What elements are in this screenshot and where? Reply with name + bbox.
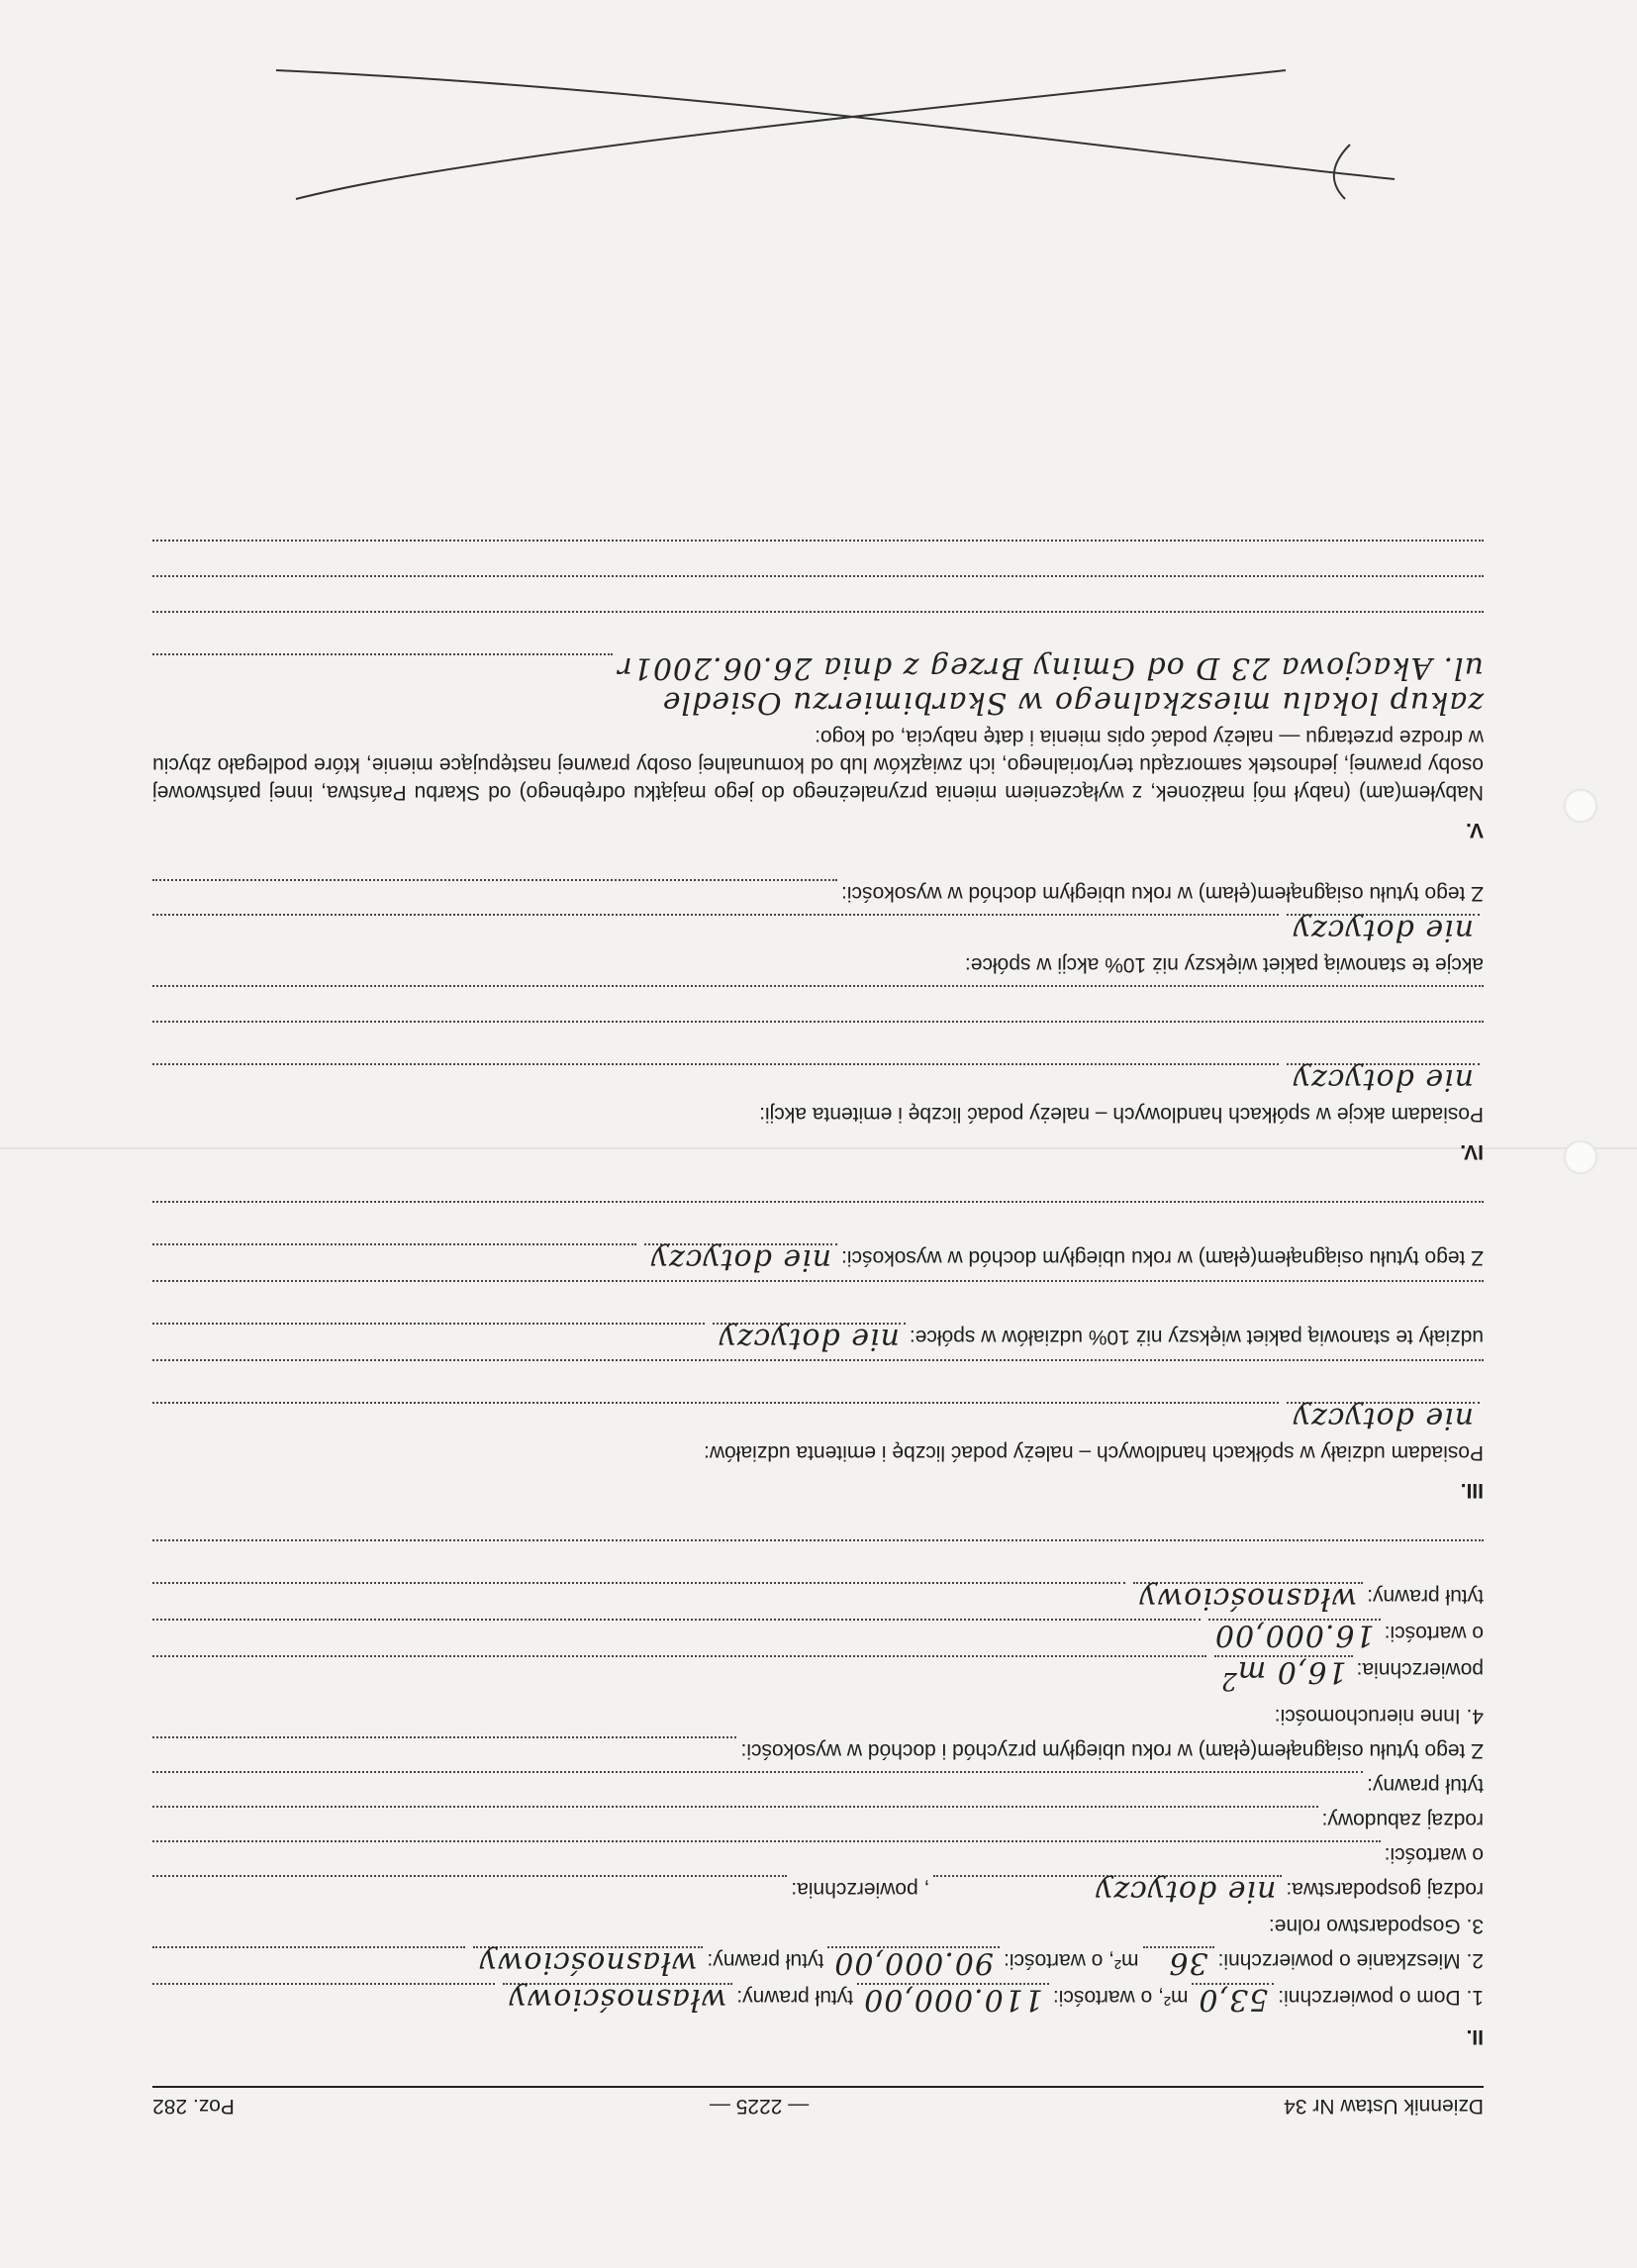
other-title-label: tytuł prawny: xyxy=(1367,1585,1484,1608)
stocks-answer-line xyxy=(152,1062,1484,1097)
section-iv-numeral: IV. xyxy=(1460,1140,1484,1163)
other-value-value: 16.000,00 xyxy=(1208,1619,1381,1648)
strike-through-stroke xyxy=(266,60,1404,219)
shares-packet-answer: nie dotyczy xyxy=(713,1323,906,1352)
other-value-line xyxy=(152,1618,1484,1652)
farm-value-line xyxy=(152,1840,1484,1868)
dotted-line xyxy=(152,1021,1484,1056)
farm-title-label: tytuł prawny: xyxy=(1367,1774,1484,1797)
flat-title-label: tytuł prawny: xyxy=(707,1949,824,1972)
acquisition-answer-line-2 xyxy=(152,650,1484,685)
flat-area: 36 xyxy=(1143,1946,1214,1976)
dotted-line xyxy=(152,1771,1363,1793)
dotted-line xyxy=(152,575,1484,611)
other-title-value: własnościowy xyxy=(1133,1582,1364,1612)
other-property-label: 4. Inne nieruchomości: xyxy=(1274,1705,1484,1727)
farm-income-label: Z tego tytułu osiągnąłem(ęłam) w roku ubiegłym przychód i dochód w wysokości: xyxy=(740,1739,1484,1762)
page-number: — 2225 — xyxy=(709,2095,810,2118)
other-area-label: powierzchnia: xyxy=(1356,1658,1484,1681)
house-value-label: m², o wartości: xyxy=(1052,1986,1189,2009)
farm-building-line xyxy=(152,1806,1484,1833)
house-title: własnościowy xyxy=(503,1983,733,2013)
house-line xyxy=(152,1982,1484,2017)
punch-hole xyxy=(1564,1140,1597,1174)
shares-answer: nie dotyczy xyxy=(1287,1402,1480,1431)
dotted-line xyxy=(152,1875,787,1897)
house-label: 1. Dom o powierzchni: xyxy=(1278,1986,1484,2009)
stocks-packet-label: akcje te stanowią pakiet większy niż 10% akcji w spółce: xyxy=(964,953,1484,976)
dotted-line xyxy=(152,1840,1381,1862)
other-area-unit-exponent: 2 xyxy=(1219,1667,1237,1696)
stocks-packet-answer-line xyxy=(152,913,1484,947)
punch-hole xyxy=(1564,789,1597,823)
house-area: 53,0 xyxy=(1192,1983,1274,2013)
stocks-income-label: Z tego tytułu osiągnąłem(ęłam) w roku ubiegłym dochód w wysokości: xyxy=(841,882,1484,905)
page-header xyxy=(152,2086,1484,2120)
farm-type-label: rodzaj gospodarstwa: xyxy=(1286,1878,1484,1901)
flat-title: własnościowy xyxy=(473,1946,704,1976)
other-area-value xyxy=(1214,1655,1353,1695)
dotted-line xyxy=(152,1359,1484,1395)
form-content xyxy=(152,540,1484,2120)
shares-packet-line xyxy=(152,1322,1484,1356)
shares-packet-label: udziały te stanowią pakiet większy niż 10% udziałów w spółce: xyxy=(909,1326,1484,1348)
section-ii-numeral: II. xyxy=(1466,2025,1484,2048)
other-property-line xyxy=(152,1702,1484,1729)
stocks-packet-line xyxy=(152,950,1484,978)
house-value: 110.000,00 xyxy=(857,1983,1049,2013)
farm-label: 3. Gospodarstwo rolne: xyxy=(1268,1915,1484,1937)
stocks-label: Posiadam akcje w spółkach handlowych – należy podać liczbę i emitenta akcji: xyxy=(759,1103,1484,1126)
other-title-line xyxy=(152,1581,1484,1616)
stocks-packet-answer: nie dotyczy xyxy=(1287,914,1480,943)
shares-income-line xyxy=(152,1242,1484,1277)
dotted-line xyxy=(152,611,1484,646)
farm-line xyxy=(152,1912,1484,1939)
flat-value: 90.000,00 xyxy=(827,1946,1000,1976)
acquisition-answer-2: ul. Akacjowa 23 D od Gminy Brzeg z dnia 26.06.2001r xyxy=(617,650,1484,685)
dotted-line xyxy=(152,1619,1201,1640)
dotted-line xyxy=(152,1806,1318,1827)
section-v-numeral: V. xyxy=(1466,819,1484,841)
dotted-line xyxy=(152,1243,636,1265)
section-iii-numeral: III. xyxy=(1460,1479,1484,1502)
dotted-line xyxy=(152,1201,1484,1236)
shares-line xyxy=(152,1438,1484,1466)
dotted-line xyxy=(152,985,1484,1021)
farm-value-label: o wartości: xyxy=(1384,1843,1484,1866)
dotted-line xyxy=(152,1323,705,1344)
house-title-label: tytuł prawny: xyxy=(736,1986,854,2009)
shares-answer-line xyxy=(152,1401,1484,1435)
journal-title: Dziennik Ustaw Nr 34 xyxy=(1284,2095,1484,2118)
dotted-line xyxy=(152,1655,1206,1677)
dotted-line xyxy=(152,1280,1484,1316)
dotted-line xyxy=(152,1736,737,1758)
dotted-line xyxy=(152,914,1279,936)
farm-type-value: nie dotyczy xyxy=(933,1875,1282,1905)
dotted-line xyxy=(152,1983,495,2005)
shares-label: Posiadam udziały w spółkach handlowych – należy podać liczbę i emitenta udziałów: xyxy=(704,1441,1484,1464)
section-v-paragraph: Nabyłem(am) (nabył mój małżonek, z wyłączeniem mienia przynależnego do jego majątku odrębnego) od Skarbu Państwa, innej państwowej osoby prawnej, jednostek samorządu terytorialnego, ich związków lub od komunalnej osoby prawnej następujące mienie, które podlegało zbyciu w drodze przetargu — należy podać opis mienia i datę nabycia, od kogo: xyxy=(152,726,1484,804)
dotted-line xyxy=(152,879,837,901)
farm-building-label: rodzaj zabudowy: xyxy=(1321,1809,1484,1831)
farm-area-label: , powierzchnia: xyxy=(791,1878,930,1901)
other-area-number: 16,0 m xyxy=(1236,1654,1347,1689)
stocks-answer: nie dotyczy xyxy=(1287,1063,1480,1093)
dotted-line xyxy=(152,653,613,675)
acquisition-answer-line-1 xyxy=(152,685,1484,720)
farm-income-line xyxy=(152,1736,1484,1764)
other-value-label: o wartości: xyxy=(1384,1622,1484,1644)
position-number: Poz. 282 xyxy=(152,2095,235,2118)
dotted-line xyxy=(152,1539,1484,1575)
dotted-line xyxy=(152,540,1484,575)
stocks-line xyxy=(152,1100,1484,1128)
stocks-income-line xyxy=(152,879,1484,907)
dotted-line xyxy=(152,1946,465,1968)
farm-title-line xyxy=(152,1771,1484,1799)
flat-label: 2. Mieszkanie o powierzchni: xyxy=(1217,1949,1484,1972)
dotted-line xyxy=(152,1582,1125,1604)
acquisition-answer-1: zakup lokalu mieszkalnego w Skarbimierzu Osiedle xyxy=(661,685,1484,720)
flat-line xyxy=(152,1945,1484,1980)
shares-income-answer: nie dotyczy xyxy=(644,1243,837,1273)
shares-income-label: Z tego tytułu osiągnąłem(ęłam) w roku ubiegłym dochód w wysokości: xyxy=(841,1246,1484,1269)
farm-type-line xyxy=(152,1874,1484,1909)
flat-value-label: m², o wartości: xyxy=(1004,1949,1139,1972)
dotted-line xyxy=(152,1063,1279,1085)
other-area-line xyxy=(152,1655,1484,1695)
dotted-line xyxy=(152,1402,1279,1424)
